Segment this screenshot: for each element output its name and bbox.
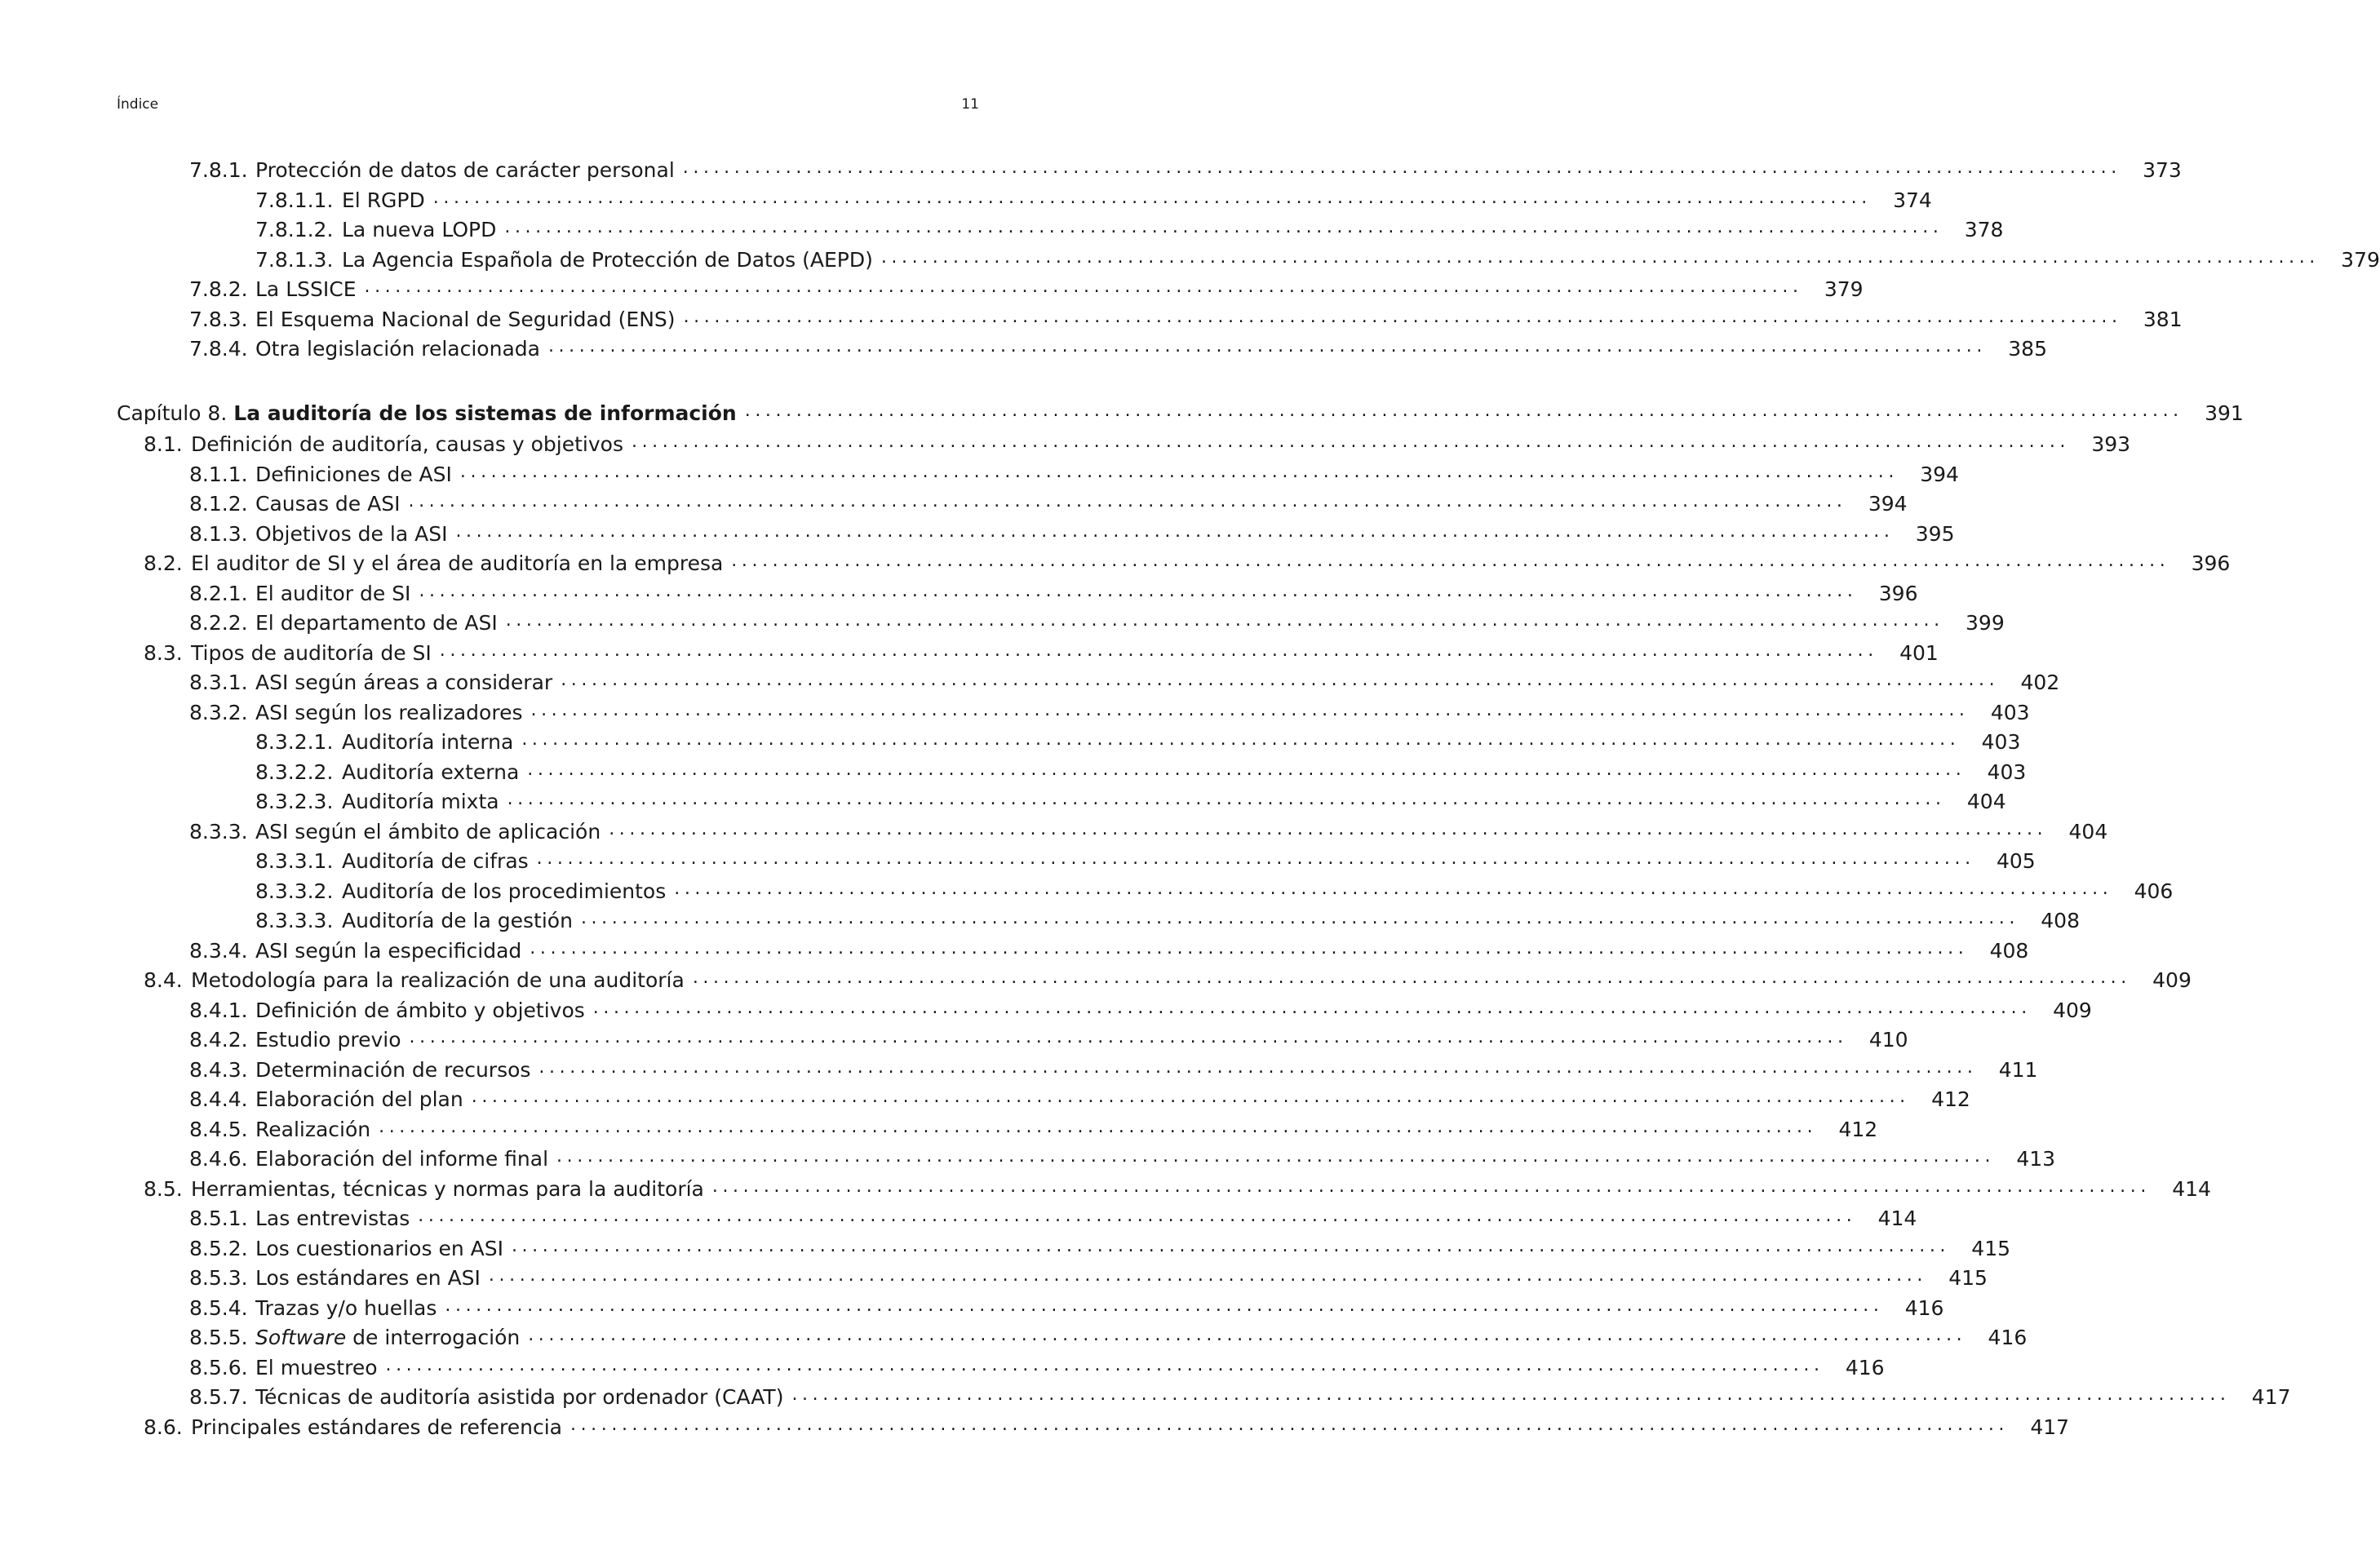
toc-entry-number: 8.3.3. — [189, 820, 248, 844]
toc-entry-title-text: El Esquema Nacional de Seguridad (ENS) — [255, 308, 676, 331]
dot-leader: ............................................................................................................................................ — [731, 551, 2170, 571]
toc-entry-page: 415 — [1948, 1266, 1988, 1290]
toc-entry-title-text: Auditoría de los procedimientos — [342, 879, 667, 903]
toc-entry-number: 8.3.2.2. — [255, 760, 334, 784]
toc-entry[interactable] — [144, 638, 1939, 666]
toc-entry-page: 416 — [1904, 1296, 1944, 1320]
toc-entry-page: 374 — [1893, 188, 1932, 212]
toc-entry-title — [255, 1058, 538, 1083]
toc-entry-title-text: Elaboración del informe final — [255, 1147, 549, 1171]
toc-entry-number: 7.8.1. — [189, 158, 248, 182]
toc-entry[interactable] — [189, 578, 1918, 606]
toc-entry-title — [191, 641, 440, 666]
dot-leader: ............................................................................................................................................ — [439, 640, 1878, 661]
toc-entry-title-text: Trazas y/o huellas — [255, 1296, 437, 1320]
dot-leader: ............................................................................................................................................ — [409, 1027, 1848, 1047]
toc-entry-title — [255, 939, 530, 963]
dot-leader: ............................................................................................................................................ — [455, 521, 1895, 542]
dot-leader: ............................................................................................................................................ — [674, 879, 2113, 899]
toc-entry-title — [233, 401, 744, 426]
toc-entry-number: 8.5.3. — [189, 1266, 248, 1290]
toc-entry[interactable] — [189, 155, 2182, 183]
toc-entry-number: 8.3. — [144, 641, 183, 665]
dot-leader: ............................................................................................................................................ — [556, 1146, 1996, 1167]
dot-leader: ............................................................................................................................................ — [744, 401, 2183, 421]
toc-entry[interactable] — [189, 995, 2092, 1023]
toc-entry-title — [255, 1385, 791, 1410]
toc-entry-page: 396 — [1878, 582, 1918, 605]
toc-entry-title-text: Definición de ámbito y objetivos — [255, 999, 585, 1022]
toc-entry-page: 373 — [2143, 158, 2182, 182]
toc-entry-title-text: Auditoría de la gestión — [342, 909, 573, 932]
toc-entry-number: 8.4.2. — [189, 1028, 248, 1052]
toc-entry-page: 399 — [1966, 611, 2005, 635]
toc-entry[interactable] — [255, 757, 2027, 785]
toc-entry-number: 8.2. — [144, 551, 183, 575]
toc-entry-title-text: Elaboración del plan — [255, 1087, 463, 1111]
dot-leader: ............................................................................................................................................ — [682, 157, 2121, 178]
dot-leader: ............................................................................................................................................ — [385, 1355, 1824, 1375]
dot-leader: ............................................................................................................................................ — [504, 217, 1943, 237]
toc-entry[interactable] — [189, 489, 1908, 516]
toc-entry-title — [255, 1118, 379, 1142]
toc-entry[interactable] — [144, 1412, 2070, 1440]
toc-entry-page: 417 — [2030, 1415, 2070, 1439]
toc-entry-title — [255, 671, 561, 695]
toc-entry-number: 7.8.3. — [189, 308, 248, 331]
dot-leader: ............................................................................................................................................ — [505, 610, 1944, 631]
dot-leader: ............................................................................................................................................ — [528, 1325, 1967, 1345]
dot-leader: ............................................................................................................................................ — [459, 462, 1899, 482]
toc-entry-number: 8.3.4. — [189, 939, 248, 963]
toc-entry-title — [255, 308, 684, 332]
dot-leader: ............................................................................................................................................ — [530, 938, 1969, 959]
toc-entry-page: 402 — [2020, 671, 2060, 694]
toc-entry-title-italic: Software — [255, 1326, 347, 1349]
toc-entry[interactable] — [189, 1203, 1917, 1231]
toc-entry-number: 8.2.2. — [189, 611, 248, 635]
toc-entry[interactable] — [189, 1382, 2291, 1410]
toc-entry-number: 8.4. — [144, 968, 183, 992]
toc-entry[interactable] — [255, 727, 2021, 755]
toc-entry-page: 404 — [2068, 820, 2108, 844]
toc-entry-title-text: El muestreo — [255, 1356, 378, 1379]
toc-entry-title-text: Los cuestionarios en ASI — [255, 1237, 503, 1260]
toc-entry-title-text: Definiciones de ASI — [255, 463, 452, 486]
toc-entry-page: 416 — [1988, 1326, 2028, 1349]
toc-entry-page: 409 — [2152, 968, 2192, 992]
toc-entry-title-text: Auditoría mixta — [342, 790, 499, 813]
dot-leader: ............................................................................................................................................ — [683, 307, 2122, 327]
toc-entry-title — [255, 701, 530, 725]
dot-leader: ............................................................................................................................................ — [419, 581, 1858, 601]
toc-entry-number: 8.2.1. — [189, 582, 248, 605]
dot-leader: ............................................................................................................................................ — [445, 1295, 1884, 1316]
toc-entry-title-text: Los estándares en ASI — [255, 1266, 481, 1290]
toc-entry-number: 8.1.2. — [189, 492, 248, 516]
toc-entry-page: 381 — [2143, 308, 2183, 331]
toc-entry-number: 8.3.3.3. — [255, 909, 334, 932]
toc-entry-number: 8.4.6. — [189, 1147, 248, 1171]
toc-entry-title — [342, 218, 504, 242]
toc-entry-title-text: El RGPD — [342, 188, 425, 212]
toc-entry-page: 417 — [2251, 1385, 2291, 1409]
dot-leader: ............................................................................................................................................ — [570, 1415, 2010, 1435]
toc-entry-number: 8.3.2.1. — [255, 730, 334, 754]
toc-entry-page: 408 — [1989, 939, 2029, 963]
toc-entry-title-text: Definición de auditoría, causas y objetivos — [191, 432, 623, 456]
toc-entry[interactable] — [189, 1322, 2028, 1350]
toc-entry[interactable] — [189, 1293, 1944, 1321]
dot-leader: ............................................................................................................................................ — [527, 759, 1966, 780]
toc-entry-title-text: El auditor de SI — [255, 582, 411, 605]
toc-entry[interactable] — [255, 906, 2080, 933]
toc-entry-title — [342, 730, 521, 755]
chapter-title: La auditoría de los sistemas de información — [233, 401, 737, 425]
toc-entry-number: 8.1. — [144, 432, 183, 456]
dot-leader: ............................................................................................................................................ — [507, 789, 1946, 809]
toc-entry-page: 408 — [2041, 909, 2080, 932]
dot-leader: ............................................................................................................................................ — [880, 247, 2320, 268]
toc-entry-page: 415 — [1971, 1237, 2011, 1260]
dot-leader: ............................................................................................................................................ — [418, 1206, 1857, 1226]
toc-entry-title-text: Protección de datos de carácter personal — [255, 158, 675, 182]
toc-entry-number: 8.3.2.3. — [255, 790, 334, 813]
toc-entry[interactable] — [189, 936, 2029, 963]
toc-entry-title-text: Realización — [255, 1118, 371, 1141]
toc-entry-page: 379 — [2341, 248, 2380, 272]
dot-leader: ............................................................................................................................................ — [580, 908, 2019, 928]
toc-entry[interactable] — [189, 667, 2060, 695]
toc-entry-number: 8.4.5. — [189, 1118, 248, 1141]
toc-entry-title — [255, 492, 408, 516]
toc-entry-title-text: Auditoría externa — [342, 760, 520, 784]
toc-entry[interactable] — [189, 459, 1959, 487]
toc-entry-page: 406 — [2134, 879, 2174, 903]
toc-entry-title-text: Auditoría interna — [342, 730, 514, 754]
toc-entry-title-text: Principales estándares de referencia — [191, 1415, 562, 1439]
toc-entry-number: 8.5.1. — [189, 1207, 248, 1230]
toc-entry-number: 8.3.1. — [189, 671, 248, 694]
toc-entry-title-text: Causas de ASI — [255, 492, 401, 516]
toc-entry-title — [255, 1266, 489, 1291]
dot-leader: ............................................................................................................................................ — [511, 1236, 1951, 1256]
toc-entry-number: 8.6. — [144, 1415, 183, 1439]
dot-leader: ............................................................................................................................................ — [609, 819, 2048, 839]
toc-entry-number: 8.4.4. — [189, 1087, 248, 1111]
toc-entry-title-text: Herramientas, técnicas y normas para la auditoría — [191, 1177, 704, 1201]
toc-entry-title — [342, 879, 674, 904]
toc-entry-title-text: Estudio previo — [255, 1028, 401, 1052]
toc-entry[interactable] — [189, 1353, 1885, 1380]
toc-entry-title-text: Tipos de auditoría de SI — [191, 641, 432, 665]
toc-entry-title — [191, 1177, 712, 1202]
toc-entry-title — [342, 790, 507, 814]
toc-entry-number: 8.3.3.1. — [255, 849, 334, 873]
toc-entry[interactable] — [189, 1233, 2011, 1261]
toc-entry[interactable] — [144, 965, 2192, 993]
toc-entry-title — [255, 611, 506, 635]
toc-entry-title — [255, 158, 683, 183]
toc-entry-title — [255, 1356, 386, 1380]
dot-leader: ............................................................................................................................................ — [521, 729, 1961, 750]
toc-entry-title — [342, 188, 433, 213]
toc-entry-page: 401 — [1899, 641, 1939, 665]
dot-leader: ............................................................................................................................................ — [432, 188, 1872, 208]
toc-entry-title — [255, 277, 365, 302]
toc-entry-number: 7.8.1.1. — [255, 188, 334, 212]
toc-entry-number: 7.8.1.2. — [255, 218, 334, 241]
toc-entry-title-text: Otra legislación relacionada — [255, 337, 540, 361]
toc-entry[interactable] — [189, 304, 2183, 332]
toc-entry[interactable] — [255, 876, 2174, 904]
toc-entry-title — [191, 1415, 570, 1440]
dot-leader: ............................................................................................................................................ — [536, 848, 1975, 869]
toc-entry-title-text: La LSSICE — [255, 277, 357, 301]
toc-entry-number: 8.4.1. — [189, 999, 248, 1022]
toc-entry-title-text: Objetivos de la ASI — [255, 522, 448, 546]
toc-entry-title — [255, 337, 548, 361]
toc-entry-page: 412 — [1838, 1118, 1878, 1141]
toc-entry-number: 8.1.3. — [189, 522, 248, 546]
toc-entry-page: 412 — [1931, 1087, 1970, 1111]
toc-entry-page: 409 — [2053, 999, 2092, 1022]
toc-entry-number: 8.5. — [144, 1177, 183, 1201]
toc-entry-title-text: Las entrevistas — [255, 1207, 410, 1230]
toc-entry-page: 414 — [1877, 1207, 1917, 1230]
toc-entry-page: 403 — [1990, 701, 2030, 724]
dot-leader: ............................................................................................................................................ — [408, 491, 1847, 511]
toc-entry-page: 413 — [2016, 1147, 2056, 1171]
toc-entry-title-text: ASI según áreas a considerar — [255, 671, 553, 694]
toc-entry[interactable] — [144, 429, 2131, 457]
toc-entry-page: 405 — [1997, 849, 2036, 873]
toc-entry-number: Capítulo 8. — [117, 401, 228, 425]
toc-entry-title — [255, 582, 419, 606]
toc-entry-title — [191, 551, 731, 576]
toc-entry[interactable] — [255, 846, 2036, 874]
toc-entry-number: 8.4.3. — [189, 1058, 248, 1082]
toc-entry-page: 403 — [1987, 760, 2027, 784]
dot-leader: ............................................................................................................................................ — [561, 670, 2000, 690]
toc-entry-title — [255, 1207, 418, 1231]
toc-entry-number: 8.5.5. — [189, 1326, 248, 1349]
toc-entry[interactable] — [255, 245, 2380, 272]
toc-entry-title-text: El departamento de ASI — [255, 611, 498, 635]
toc-entry[interactable] — [189, 697, 2030, 725]
dot-leader: ............................................................................................................................................ — [791, 1384, 2231, 1405]
toc-entry[interactable] — [189, 1084, 1970, 1112]
toc-entry-title — [191, 968, 693, 993]
dot-leader: ............................................................................................................................................ — [692, 968, 2131, 988]
toc-entry-title — [342, 849, 537, 874]
dot-leader: ............................................................................................................................................ — [364, 277, 1803, 297]
dot-leader: ............................................................................................................................................ — [631, 432, 2071, 452]
toc-entry-title-text: La Agencia Española de Protección de Datos (AEPD) — [342, 248, 873, 272]
toc-entry-number: 8.1.1. — [189, 463, 248, 486]
toc-entry-number: 8.3.2. — [189, 701, 248, 724]
header-section-title: Índice — [117, 96, 159, 113]
toc-entry-page: 403 — [1981, 730, 2021, 754]
toc-entry-title — [342, 248, 881, 272]
toc-entry-title — [255, 1028, 410, 1052]
toc-entry-number: 8.5.7. — [189, 1385, 248, 1409]
toc-entry-title-rest: de interrogación — [346, 1326, 521, 1349]
toc-entry-title — [255, 1087, 472, 1112]
toc-entry-page: 393 — [2091, 432, 2131, 456]
toc-entry-page: 414 — [2172, 1177, 2211, 1201]
dot-leader: ............................................................................................................................................ — [547, 336, 1987, 356]
toc-entry-page: 385 — [2008, 337, 2047, 361]
toc-entry[interactable] — [189, 519, 1955, 547]
toc-entry-title — [342, 909, 581, 933]
toc-entry[interactable] — [189, 817, 2108, 844]
toc-entry-title-text: La nueva LOPD — [342, 218, 497, 241]
toc-entry-title-text: Técnicas de auditoría asistida por ordenador (CAAT) — [255, 1385, 784, 1409]
toc-entry-title-text: Metodología para la realización de una auditoría — [191, 968, 685, 992]
toc-entry[interactable] — [144, 548, 2231, 576]
toc-entry-title-text: ASI según los realizadores — [255, 701, 523, 724]
toc-entry-title — [342, 760, 527, 785]
toc-entry-page: 411 — [1998, 1058, 2038, 1082]
toc-entry-page: 379 — [1824, 277, 1864, 301]
toc-entry[interactable] — [117, 398, 2244, 426]
toc-entry-title-text: Determinación de recursos — [255, 1058, 531, 1082]
toc-entry-title-text: ASI según la especificidad — [255, 939, 522, 963]
toc-entry-title — [191, 432, 632, 457]
toc-entry-page: 394 — [1868, 492, 1908, 516]
toc-entry-title-text: ASI según el ámbito de aplicación — [255, 820, 601, 844]
toc-entry-number: 8.5.6. — [189, 1356, 248, 1379]
toc-entry[interactable] — [255, 215, 2004, 242]
header-page-number: 11 — [961, 96, 979, 113]
toc-entry-title — [255, 463, 460, 487]
toc-entry-title — [255, 522, 455, 547]
toc-entry[interactable] — [255, 185, 1932, 213]
toc-entry[interactable] — [189, 1114, 1878, 1142]
toc-entry-number: 8.5.4. — [189, 1296, 248, 1320]
toc-entry[interactable] — [189, 1144, 2056, 1171]
toc-entry-number: 7.8.1.3. — [255, 248, 334, 272]
dot-leader: ............................................................................................................................................ — [379, 1117, 1818, 1137]
dot-leader: ............................................................................................................................................ — [592, 998, 2032, 1018]
dot-leader: ............................................................................................................................................ — [530, 700, 1970, 720]
toc-entry-page: 395 — [1915, 522, 1955, 546]
toc-entry-page: 391 — [2205, 401, 2244, 425]
toc-entry[interactable] — [255, 786, 2006, 814]
dot-leader: ............................................................................................................................................ — [488, 1265, 1927, 1286]
toc-entry-title-text: El auditor de SI y el área de auditoría en la empresa — [191, 551, 724, 575]
toc-entry-title-text: Auditoría de cifras — [342, 849, 529, 873]
toc-entry-page: 396 — [2191, 551, 2231, 575]
toc-entry[interactable] — [189, 1263, 1988, 1291]
toc-entry-page: 378 — [1964, 218, 2004, 241]
toc-entry-title — [255, 1237, 512, 1261]
toc-entry-page: 404 — [1966, 790, 2006, 813]
toc-entry-title — [255, 1296, 445, 1321]
toc-entry-title — [255, 999, 593, 1023]
toc-entry[interactable] — [189, 1055, 2038, 1083]
toc-entry[interactable] — [144, 1174, 2211, 1202]
toc-entry-page: 394 — [1920, 463, 1959, 486]
toc-entry-page: 410 — [1868, 1028, 1908, 1052]
toc-entry[interactable] — [189, 274, 1864, 302]
toc-entry-number: 8.3.3.2. — [255, 879, 334, 903]
toc-entry-title — [255, 820, 609, 844]
toc-entry[interactable] — [189, 1025, 1908, 1052]
dot-leader: ............................................................................................................................................ — [711, 1176, 2151, 1197]
toc-entry-title — [255, 1326, 528, 1350]
toc-entry-number: 8.5.2. — [189, 1237, 248, 1260]
toc-entry-number: 7.8.2. — [189, 277, 248, 301]
toc-entry[interactable] — [189, 334, 2047, 361]
toc-entry-number: 7.8.4. — [189, 337, 248, 361]
dot-leader: ............................................................................................................................................ — [471, 1087, 1910, 1107]
toc-entry-title — [255, 1147, 556, 1171]
toc-entry[interactable] — [189, 608, 2005, 635]
dot-leader: ............................................................................................................................................ — [538, 1057, 1978, 1078]
toc-entry-page: 416 — [1845, 1356, 1885, 1379]
